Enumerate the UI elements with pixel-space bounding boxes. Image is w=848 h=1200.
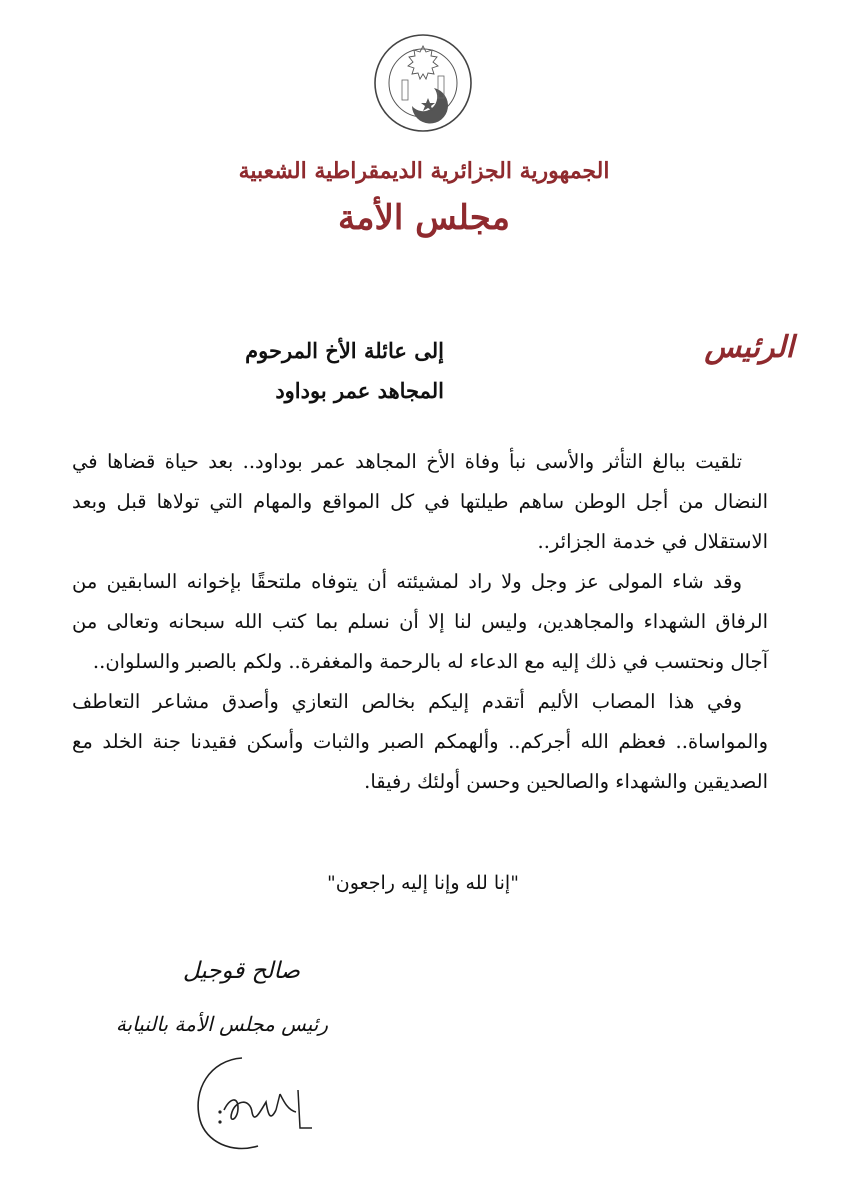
republic-name: الجمهورية الجزائرية الديمقراطية الشعبية	[238, 158, 610, 184]
signer-title: رئيس مجلس الأمة بالنيابة	[115, 1012, 328, 1036]
state-seal-icon	[372, 32, 474, 134]
quran-quote: "إنا لله وإنا إليه راجعون"	[327, 872, 519, 894]
signer-name: صالح قوجيل	[182, 958, 300, 984]
body-paragraph: تلقيت ببالغ التأثر والأسى نبأ وفاة الأخ المجاهد عمر بوداود.. بعد حياة قضاها في النضال من أجل الوطن ساهم طيلتها في كل المواقع والمهام التي تولاها قبل وبعد الاستقلال في خدمة الجزائر..	[72, 450, 768, 553]
council-name: مجلس الأمة	[338, 198, 510, 238]
address-line-1: إلى عائلة الأخ المرحوم	[245, 338, 444, 363]
president-mark: الرئيس	[704, 330, 794, 365]
handwritten-signature	[180, 1050, 330, 1160]
body-paragraph: وفي هذا المصاب الأليم أتقدم إليكم بخالص التعازي وأصدق مشاعر التعاطف والمواساة.. فعظم الله أجركم.. وألهمكم الصبر والثبات وأسكن فقيدنا جنة الخلد مع الصديقين والشهداء والصالحين وحسن أولئك رفيقا.	[72, 690, 768, 793]
body-paragraph: وقد شاء المولى عز وجل ولا راد لمشيئته أن يتوفاه ملتحقًا بإخوانه السابقين من الرفاق الشهداء والمجاهدين، وليس لنا إلا أن نسلم بما كتب الله سبحانه وتعالى من آجال ونحتسب في ذلك إليه مع الدعاء له بالرحمة والمغفرة.. ولكم بالصبر والسلوان..	[72, 570, 768, 673]
letter-body	[72, 442, 768, 802]
address-line-2: المجاهد عمر بوداود	[275, 378, 444, 403]
